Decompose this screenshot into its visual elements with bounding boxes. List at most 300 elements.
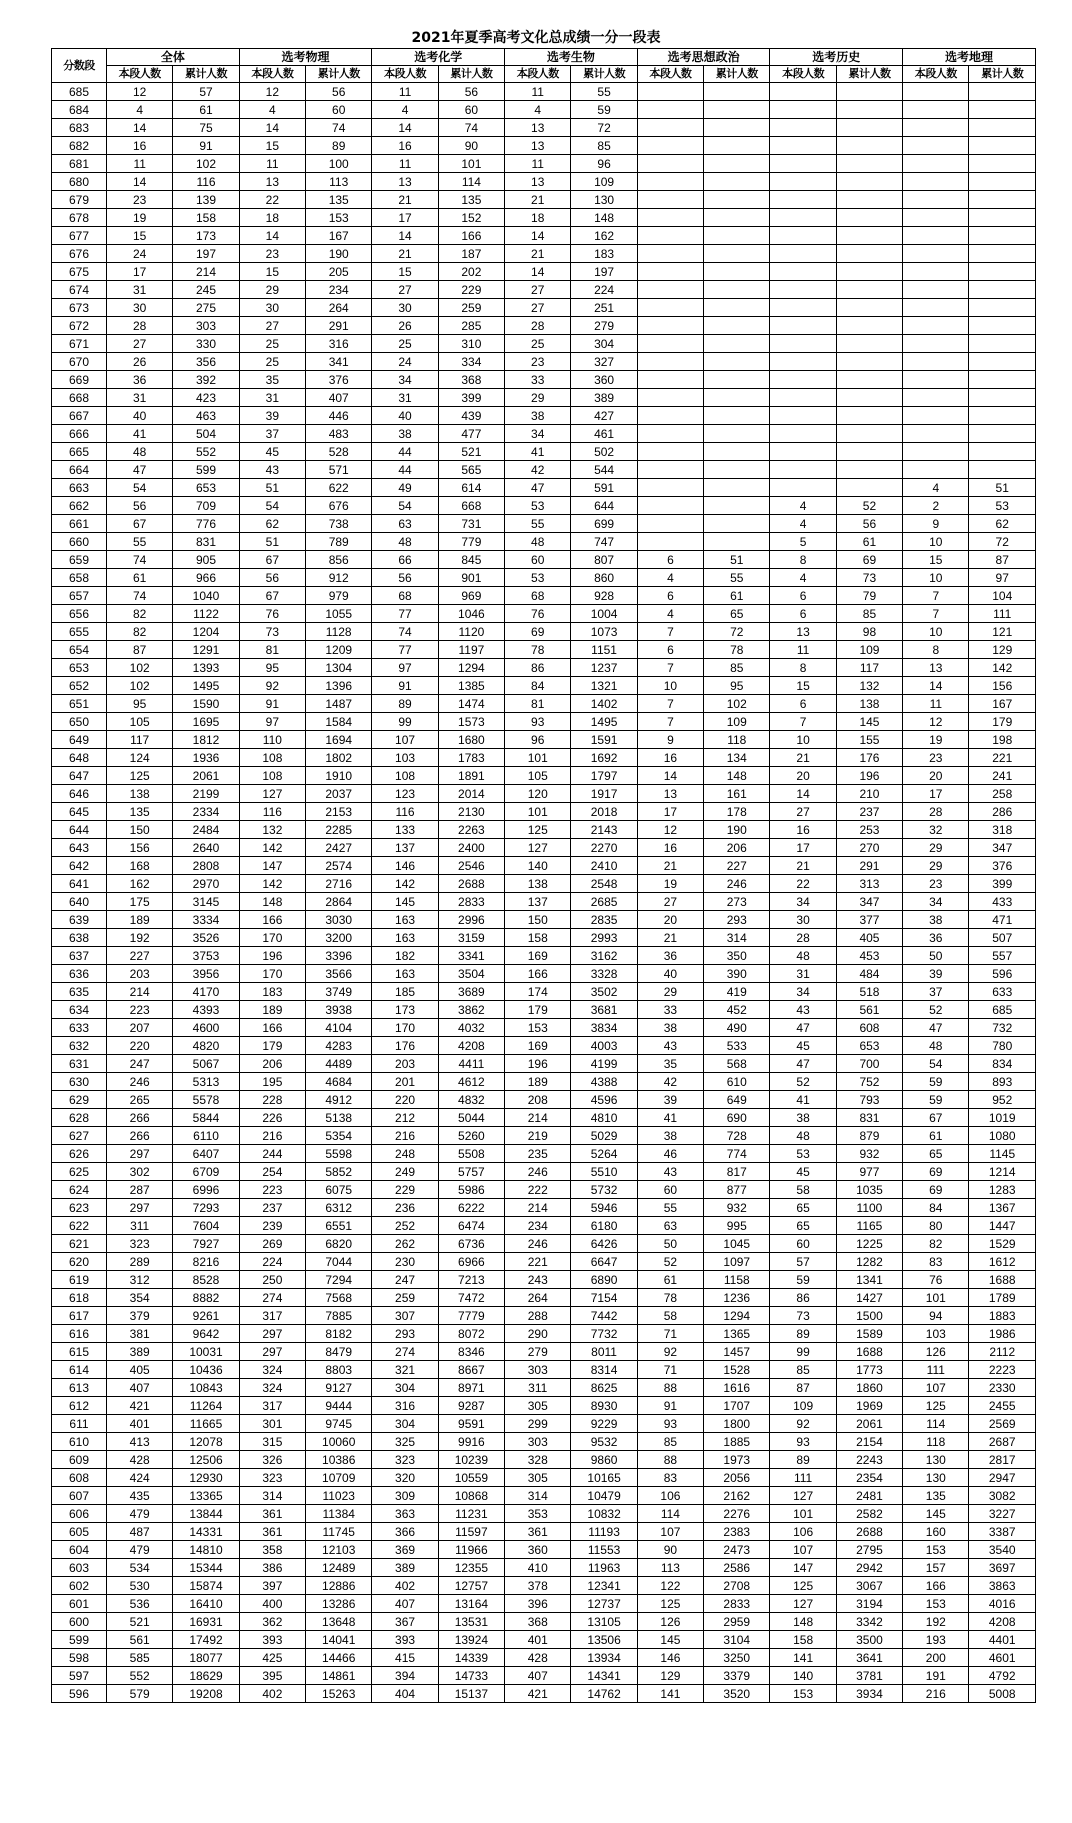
count-cell: 363 [372,1505,438,1523]
count-cell: 6736 [438,1235,504,1253]
count-cell: 44 [372,461,438,479]
count-cell [637,263,703,281]
table-row [52,353,1036,371]
count-cell: 11665 [173,1415,239,1433]
table-row [52,1073,1036,1091]
count-cell: 156 [107,839,173,857]
count-cell: 174 [505,983,571,1001]
count-cell: 279 [505,1343,571,1361]
count-cell: 3520 [704,1685,770,1703]
score-cell: 683 [52,119,107,137]
score-cell: 663 [52,479,107,497]
count-cell: 65 [770,1199,836,1217]
count-cell: 7885 [306,1307,372,1325]
count-cell: 5757 [438,1163,504,1181]
count-cell: 328 [505,1451,571,1469]
count-cell: 4199 [571,1055,637,1073]
count-cell: 1812 [173,731,239,749]
score-cell: 635 [52,983,107,1001]
count-cell [836,137,902,155]
count-cell: 253 [836,821,902,839]
count-cell: 479 [107,1505,173,1523]
count-cell: 82 [107,623,173,641]
count-cell: 21 [505,191,571,209]
count-cell: 304 [571,335,637,353]
score-cell: 681 [52,155,107,173]
count-cell [637,155,703,173]
table-row [52,173,1036,191]
count-cell: 1680 [438,731,504,749]
count-cell: 24 [372,353,438,371]
count-cell [969,407,1036,425]
count-cell: 15 [770,677,836,695]
count-cell: 30 [107,299,173,317]
count-cell: 86 [770,1289,836,1307]
count-cell: 305 [505,1469,571,1487]
count-cell: 301 [239,1415,305,1433]
count-cell: 125 [637,1595,703,1613]
count-cell: 18629 [173,1667,239,1685]
count-cell: 15137 [438,1685,504,1703]
count-cell: 25 [372,335,438,353]
count-cell [903,407,969,425]
count-cell [969,227,1036,245]
count-cell: 74 [372,623,438,641]
table-row [52,1523,1036,1541]
count-cell: 2243 [836,1451,902,1469]
count-cell: 3781 [836,1667,902,1685]
count-cell: 130 [903,1469,969,1487]
table-row [52,569,1036,587]
count-cell: 51 [969,479,1036,497]
count-cell: 61 [704,587,770,605]
count-cell: 18077 [173,1649,239,1667]
count-cell: 2263 [438,821,504,839]
count-cell: 310 [438,335,504,353]
count-cell: 246 [505,1235,571,1253]
count-cell [770,281,836,299]
table-row [52,1325,1036,1343]
count-cell: 8528 [173,1271,239,1289]
count-cell: 127 [239,785,305,803]
count-cell: 4 [770,515,836,533]
table-row [52,425,1036,443]
count-cell: 2223 [969,1361,1036,1379]
count-cell: 404 [372,1685,438,1703]
count-cell: 15344 [173,1559,239,1577]
count-cell: 248 [372,1145,438,1163]
count-cell: 728 [704,1127,770,1145]
count-cell: 4601 [969,1649,1036,1667]
count-cell: 109 [836,641,902,659]
count-cell: 901 [438,569,504,587]
count-cell [770,299,836,317]
count-cell: 92 [770,1415,836,1433]
count-cell: 9261 [173,1307,239,1325]
count-cell: 153 [903,1541,969,1559]
count-cell: 65 [770,1217,836,1235]
count-cell: 212 [372,1109,438,1127]
count-cell: 196 [239,947,305,965]
count-cell: 173 [372,1001,438,1019]
table-row [52,803,1036,821]
count-cell: 48 [505,533,571,551]
score-cell: 603 [52,1559,107,1577]
count-cell: 96 [571,155,637,173]
score-cell: 597 [52,1667,107,1685]
count-cell: 10479 [571,1487,637,1505]
count-cell: 270 [836,839,902,857]
count-cell: 1688 [836,1343,902,1361]
count-cell: 622 [306,479,372,497]
count-cell: 789 [306,533,372,551]
count-cell: 145 [637,1631,703,1649]
table-row [52,623,1036,641]
score-cell: 671 [52,335,107,353]
count-cell [836,353,902,371]
count-cell: 61 [173,101,239,119]
count-cell: 502 [571,443,637,461]
count-cell: 74 [107,587,173,605]
count-cell: 125 [903,1397,969,1415]
count-cell: 10709 [306,1469,372,1487]
count-cell: 89 [306,137,372,155]
count-cell: 117 [836,659,902,677]
count-cell: 1304 [306,659,372,677]
count-cell: 9 [903,515,969,533]
count-cell: 1236 [704,1289,770,1307]
count-cell [836,425,902,443]
count-cell: 4411 [438,1055,504,1073]
score-cell: 667 [52,407,107,425]
count-cell: 3934 [836,1685,902,1703]
count-cell: 747 [571,533,637,551]
count-cell: 72 [704,623,770,641]
count-cell: 1800 [704,1415,770,1433]
count-cell: 10 [903,569,969,587]
count-cell: 596 [969,965,1036,983]
count-cell: 150 [505,911,571,929]
count-cell: 6312 [306,1199,372,1217]
count-cell: 109 [770,1397,836,1415]
count-cell [969,245,1036,263]
count-cell: 4 [505,101,571,119]
count-cell: 155 [836,731,902,749]
count-cell: 7568 [306,1289,372,1307]
count-cell: 774 [704,1145,770,1163]
count-cell: 402 [239,1685,305,1703]
count-cell: 102 [107,677,173,695]
count-cell: 214 [107,983,173,1001]
count-cell [637,83,703,101]
count-cell: 15 [239,263,305,281]
count-cell: 236 [372,1199,438,1217]
score-cell: 642 [52,857,107,875]
count-cell: 67 [903,1109,969,1127]
score-cell: 613 [52,1379,107,1397]
table-row [52,1145,1036,1163]
count-cell: 356 [173,353,239,371]
count-cell: 4032 [438,1019,504,1037]
count-cell: 484 [836,965,902,983]
count-cell: 7 [903,605,969,623]
score-cell: 647 [52,767,107,785]
table-row [52,1541,1036,1559]
count-cell: 8346 [438,1343,504,1361]
count-cell: 299 [505,1415,571,1433]
count-cell: 173 [173,227,239,245]
count-cell: 3334 [173,911,239,929]
count-cell: 1692 [571,749,637,767]
count-cell: 4 [239,101,305,119]
count-cell: 378 [505,1577,571,1595]
count-cell: 11966 [438,1541,504,1559]
count-cell: 14 [107,119,173,137]
count-cell: 653 [836,1037,902,1055]
score-cell: 644 [52,821,107,839]
count-cell: 76 [239,605,305,623]
count-cell: 518 [836,983,902,1001]
count-cell: 125 [505,821,571,839]
count-cell: 23 [107,191,173,209]
count-cell: 1917 [571,785,637,803]
count-cell: 85 [704,659,770,677]
count-cell: 43 [637,1037,703,1055]
count-cell: 297 [239,1325,305,1343]
count-cell: 12103 [306,1541,372,1559]
count-cell: 15263 [306,1685,372,1703]
count-cell: 17 [107,263,173,281]
count-cell [836,191,902,209]
count-cell: 2685 [571,893,637,911]
count-cell [903,335,969,353]
count-cell: 121 [969,623,1036,641]
table-row [52,389,1036,407]
header-cumulative-count: 累计人数 [836,66,902,83]
count-cell: 415 [372,1649,438,1667]
count-cell: 8479 [306,1343,372,1361]
count-cell: 8667 [438,1361,504,1379]
count-cell: 20 [637,911,703,929]
count-cell: 30 [770,911,836,929]
count-cell [969,119,1036,137]
count-cell: 8072 [438,1325,504,1343]
count-cell: 67 [239,551,305,569]
count-cell: 5008 [969,1685,1036,1703]
count-cell: 103 [372,749,438,767]
count-cell [770,407,836,425]
score-cell: 649 [52,731,107,749]
count-cell: 82 [903,1235,969,1253]
count-cell: 262 [372,1235,438,1253]
count-cell: 12355 [438,1559,504,1577]
count-cell: 105 [505,767,571,785]
count-cell: 290 [505,1325,571,1343]
count-cell: 6 [770,695,836,713]
count-cell: 3566 [306,965,372,983]
table-row [52,461,1036,479]
count-cell: 3753 [173,947,239,965]
count-cell: 653 [173,479,239,497]
count-cell: 4401 [969,1631,1036,1649]
count-cell: 2996 [438,911,504,929]
count-cell: 3396 [306,947,372,965]
count-cell: 2795 [836,1541,902,1559]
count-cell: 879 [836,1127,902,1145]
count-cell: 12078 [173,1433,239,1451]
count-cell [637,407,703,425]
count-cell: 379 [107,1307,173,1325]
count-cell: 1128 [306,623,372,641]
count-cell: 27 [770,803,836,821]
count-cell: 105 [107,713,173,731]
score-cell: 658 [52,569,107,587]
count-cell [704,425,770,443]
table-row [52,515,1036,533]
count-cell: 114 [637,1505,703,1523]
count-cell: 85 [836,605,902,623]
count-cell: 140 [505,857,571,875]
count-cell [903,227,969,245]
count-cell: 3194 [836,1595,902,1613]
count-cell: 223 [107,1001,173,1019]
count-cell: 59 [770,1271,836,1289]
count-cell: 738 [306,515,372,533]
count-cell: 552 [107,1667,173,1685]
count-cell: 249 [372,1163,438,1181]
count-cell: 91 [637,1397,703,1415]
count-cell: 3341 [438,947,504,965]
count-cell [637,281,703,299]
count-cell: 157 [903,1559,969,1577]
count-cell: 14 [239,119,305,137]
score-cell: 678 [52,209,107,227]
count-cell [903,263,969,281]
count-cell: 214 [505,1109,571,1127]
count-cell: 7732 [571,1325,637,1343]
count-cell: 16931 [173,1613,239,1631]
count-cell [637,173,703,191]
count-cell: 1321 [571,677,637,695]
score-cell: 655 [52,623,107,641]
count-cell: 34 [505,425,571,443]
count-cell: 13365 [173,1487,239,1505]
count-cell: 53 [505,569,571,587]
count-cell: 31 [107,281,173,299]
count-cell: 568 [704,1055,770,1073]
count-cell: 175 [107,893,173,911]
count-cell: 244 [239,1145,305,1163]
count-cell: 46 [637,1145,703,1163]
count-cell: 25 [239,353,305,371]
score-cell: 638 [52,929,107,947]
count-cell: 230 [372,1253,438,1271]
count-cell [704,299,770,317]
count-cell: 264 [306,299,372,317]
count-cell: 101 [903,1289,969,1307]
count-cell: 124 [107,749,173,767]
count-cell: 21 [637,929,703,947]
count-cell: 8216 [173,1253,239,1271]
count-cell: 74 [438,119,504,137]
count-cell: 224 [571,281,637,299]
count-cell: 101 [505,803,571,821]
count-cell: 134 [704,749,770,767]
count-cell: 25 [239,335,305,353]
score-cell: 599 [52,1631,107,1649]
table-row [52,893,1036,911]
count-cell: 2586 [704,1559,770,1577]
count-cell: 425 [239,1649,305,1667]
header-group-row [52,49,1036,66]
count-cell: 14 [505,263,571,281]
score-cell: 631 [52,1055,107,1073]
count-cell: 15 [107,227,173,245]
table-row [52,443,1036,461]
count-cell: 12 [903,713,969,731]
count-cell: 93 [637,1415,703,1433]
count-cell: 200 [903,1649,969,1667]
count-cell: 71 [637,1361,703,1379]
count-cell: 139 [173,191,239,209]
count-cell: 5508 [438,1145,504,1163]
count-cell: 145 [372,893,438,911]
count-cell: 1529 [969,1235,1036,1253]
count-cell: 286 [969,803,1036,821]
score-cell: 672 [52,317,107,335]
count-cell: 38 [770,1109,836,1127]
count-cell: 350 [704,947,770,965]
table-row [52,1253,1036,1271]
score-cell: 634 [52,1001,107,1019]
count-cell: 220 [107,1037,173,1055]
count-cell: 1122 [173,605,239,623]
count-cell: 3689 [438,983,504,1001]
count-cell: 189 [505,1073,571,1091]
count-cell: 237 [239,1199,305,1217]
table-row [52,1469,1036,1487]
count-cell: 13 [372,173,438,191]
count-cell: 141 [770,1649,836,1667]
score-cell: 670 [52,353,107,371]
count-cell: 239 [239,1217,305,1235]
count-cell: 435 [107,1487,173,1505]
table-row [52,227,1036,245]
count-cell [704,245,770,263]
count-cell: 533 [704,1037,770,1055]
count-cell: 392 [173,371,239,389]
count-cell: 1197 [438,641,504,659]
count-cell: 1080 [969,1127,1036,1145]
count-cell [637,317,703,335]
count-cell: 92 [637,1343,703,1361]
count-cell: 28 [107,317,173,335]
count-cell: 3863 [969,1577,1036,1595]
count-cell: 138 [107,785,173,803]
count-cell: 361 [239,1523,305,1541]
count-cell: 38 [637,1019,703,1037]
score-cell: 598 [52,1649,107,1667]
count-cell: 58 [637,1307,703,1325]
header-segment-count: 本段人数 [903,66,969,83]
count-cell: 197 [173,245,239,263]
count-cell [770,155,836,173]
count-cell: 1097 [704,1253,770,1271]
count-cell: 1802 [306,749,372,767]
count-cell: 258 [969,785,1036,803]
count-cell [637,515,703,533]
count-cell: 13 [903,659,969,677]
